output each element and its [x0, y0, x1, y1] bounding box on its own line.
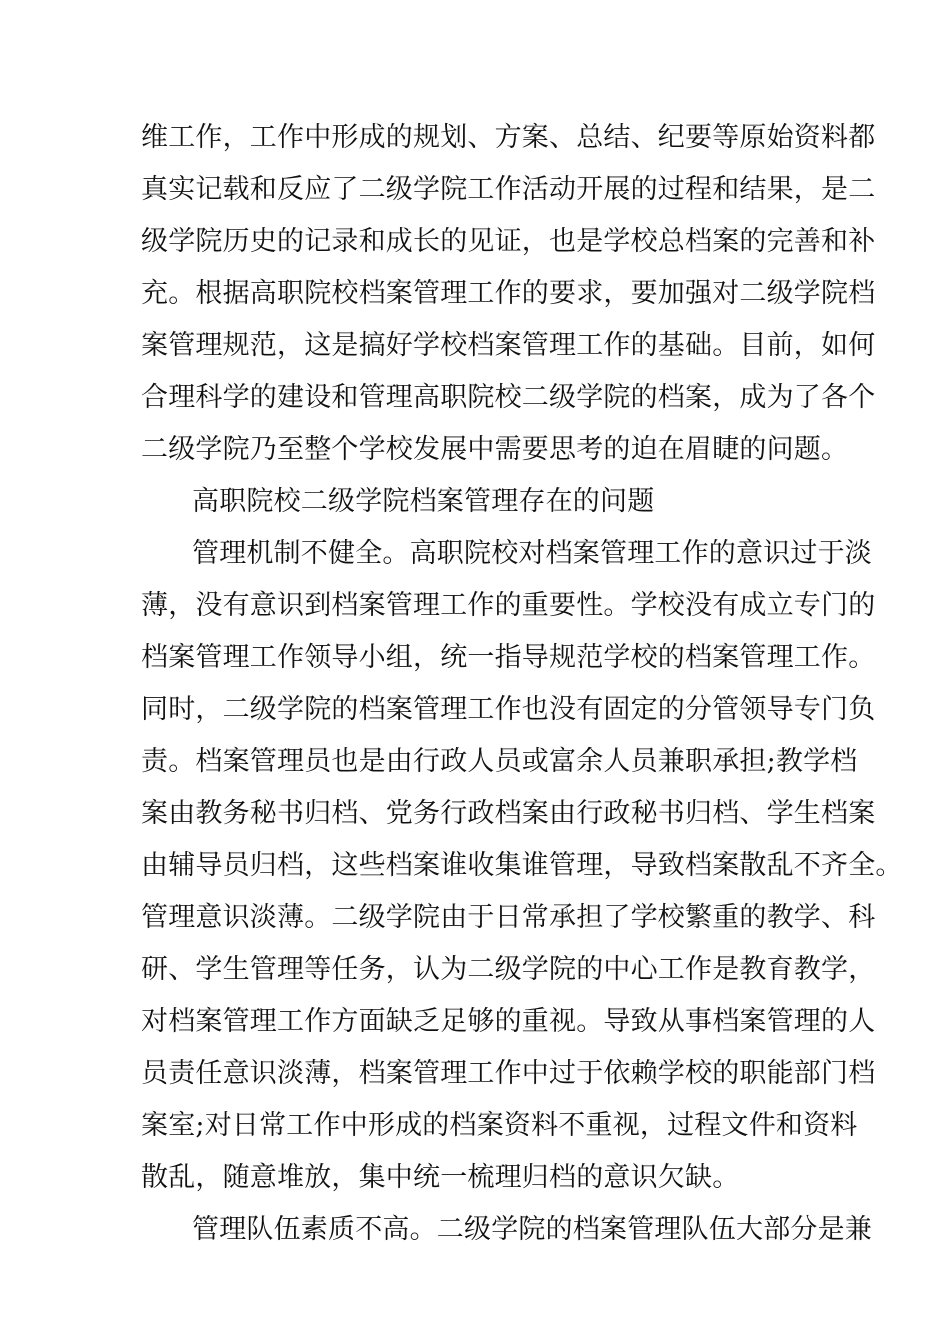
paragraph-start-line: 管理队伍素质不高。二级学院的档案管理队伍大部分是兼: [192, 1214, 872, 1245]
body-text-line: 案室;对日常工作中形成的档案资料不重视，过程文件和资料: [141, 1110, 858, 1141]
section-heading: 高职院校二级学院档案管理存在的问题: [192, 486, 655, 517]
body-text-line: 合理科学的建设和管理高职院校二级学院的档案，成为了各个: [141, 382, 876, 413]
body-text-line: 级学院历史的记录和成长的见证，也是学校总档案的完善和补: [141, 226, 876, 257]
body-text-line: 员责任意识淡薄，档案管理工作中过于依赖学校的职能部门档: [141, 1058, 876, 1089]
body-text-line: 薄，没有意识到档案管理工作的重要性。学校没有成立专门的: [141, 590, 876, 621]
body-text-line: 管理意识淡薄。二级学院由于日常承担了学校繁重的教学、科: [141, 902, 876, 933]
body-text-line: 责。档案管理员也是由行政人员或富余人员兼职承担;教学档: [141, 746, 858, 777]
body-text-line: 由辅导员归档，这些档案谁收集谁管理，导致档案散乱不齐全。: [141, 850, 903, 881]
body-text-line: 档案管理工作领导小组，统一指导规范学校的档案管理工作。: [141, 642, 876, 673]
body-text-line: 充。根据高职院校档案管理工作的要求，要加强对二级学院档: [141, 278, 876, 309]
body-text-line: 研、学生管理等任务，认为二级学院的中心工作是教育教学，: [141, 954, 876, 985]
paragraph-start-line: 管理机制不健全。高职院校对档案管理工作的意识过于淡: [192, 538, 872, 569]
body-text-line: 散乱，随意堆放，集中统一梳理归档的意识欠缺。: [141, 1162, 740, 1193]
body-text-line: 案由教务秘书归档、党务行政档案由行政秘书归档、学生档案: [141, 798, 876, 829]
body-text-line: 对档案管理工作方面缺乏足够的重视。导致从事档案管理的人: [141, 1006, 876, 1037]
body-text-line: 真实记载和反应了二级学院工作活动开展的过程和结果，是二: [141, 174, 876, 205]
body-text-line: 同时，二级学院的档案管理工作也没有固定的分管领导专门负: [141, 694, 876, 725]
body-text-line: 二级学院乃至整个学校发展中需要思考的迫在眉睫的问题。: [141, 434, 849, 465]
body-text-line: 维工作，工作中形成的规划、方案、总结、纪要等原始资料都: [141, 122, 876, 153]
body-text-line: 案管理规范，这是搞好学校档案管理工作的基础。目前，如何: [141, 330, 876, 361]
